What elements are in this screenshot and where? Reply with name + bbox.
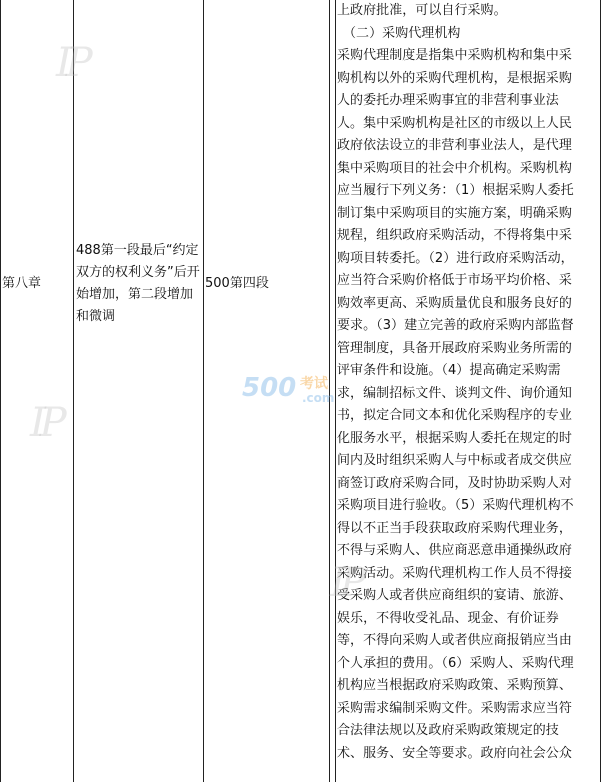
ip-watermark-icon: IP <box>330 560 361 606</box>
table-border-left <box>0 0 1 782</box>
content-line: 管理制度，具备开展政府采购业务所需的 <box>337 340 572 356</box>
site-logo-watermark <box>240 368 370 408</box>
content-line: 要求。（3）建立完善的政府采购内部监督 <box>337 318 574 333</box>
content-line: 不得与采购人、供应商恶意串通操纵政府 <box>337 543 572 558</box>
content-line: 集中采购项目的社会中介机构。采购机构 <box>337 160 572 176</box>
content-line: 机构应当根据政府采购政策、采购预算、 <box>337 678 572 693</box>
svg-text:考试: 考试 <box>300 376 328 392</box>
content-line: 等，不得向采购人或者供应商报销应当由 <box>337 633 572 648</box>
content-line: 上政府批准，可以自行采购。 <box>337 3 507 18</box>
content-line: 书，拟定合同文本和优化采购程序的专业 <box>337 408 572 423</box>
ip-watermark-icon: IP <box>56 40 87 86</box>
content-line: 购机构以外的采购代理机构，是根据采购 <box>337 70 572 86</box>
content-line: 受采购人或者供应商组织的宴请、旅游、 <box>337 588 572 603</box>
svg-text:.com: .com <box>302 391 335 405</box>
content-line: 政府依法设立的非营利事业法人，是代理 <box>337 138 572 153</box>
content-line: （二）采购代理机构 <box>343 25 461 41</box>
content-line: 求，编制招标文件、谈判文件、询价通知 <box>337 385 572 401</box>
table-border-col1 <box>73 0 74 782</box>
content-line: 购效率更高、采购质量优良和服务良好的 <box>337 295 572 311</box>
chapter-cell: 第八章 <box>2 276 42 291</box>
content-line: 人的委托办理采购事宜的非营利事业法 <box>337 93 559 108</box>
svg-text:500: 500 <box>242 373 297 403</box>
content-line: 购项目转委托。（2）进行政府采购活动， <box>337 250 574 266</box>
content-line: 规程，组织政府采购活动，不得将集中采 <box>337 228 572 243</box>
content-line: 个人承担的费用。（6）采购人、采购代理 <box>337 655 574 671</box>
content-line: 商签订政府采购合同，及时协助采购人对 <box>337 475 572 491</box>
content-line: 采购活动。采购代理机构工作人员不得接 <box>337 565 572 581</box>
content-line: 人。集中采购机构是社区的市级以上人民 <box>337 115 572 131</box>
content-line: 采购项目进行验收。（5）采购代理机构不 <box>337 498 574 513</box>
content-line: 娱乐，不得收受礼品、现金、有价证券 <box>337 610 559 626</box>
ip-watermark-icon: IP <box>30 400 61 446</box>
content-line: 采购需求编制采购文件。采购需求应当符 <box>337 700 572 716</box>
content-line: 合法律法规以及政府采购政策规定的技 <box>337 723 559 738</box>
content-line: 评审条件和设施。（4）提高确定采购需 <box>337 363 561 378</box>
content-line: 应当履行下列义务：（1）根据采购人委托 <box>337 183 574 198</box>
change-description-cell: 488第一段最后“约定双方的权利义务”后开始增加，第二段增加和微调 <box>76 243 200 324</box>
page-reference-cell: 500第四段 <box>205 276 269 291</box>
content-line: 得以不正当手段获取政府采购代理业务， <box>337 520 572 536</box>
content-line: 应当符合采购价格低于市场平均价格、采 <box>337 273 572 288</box>
content-line: 间内及时组织采购人与中标或者成交供应 <box>337 453 572 468</box>
content-line: 制订集中采购项目的实施方案，明确采购 <box>337 205 572 221</box>
content-cell <box>337 0 599 765</box>
content-line: 化服务水平，根据采购人委托在规定的时 <box>337 430 572 446</box>
content-line: 采购代理制度是指集中采购机构和集中采 <box>337 48 572 63</box>
content-line: 术、服务、安全等要求。政府向社会公众 <box>337 745 572 761</box>
table-border-col2 <box>203 0 204 782</box>
